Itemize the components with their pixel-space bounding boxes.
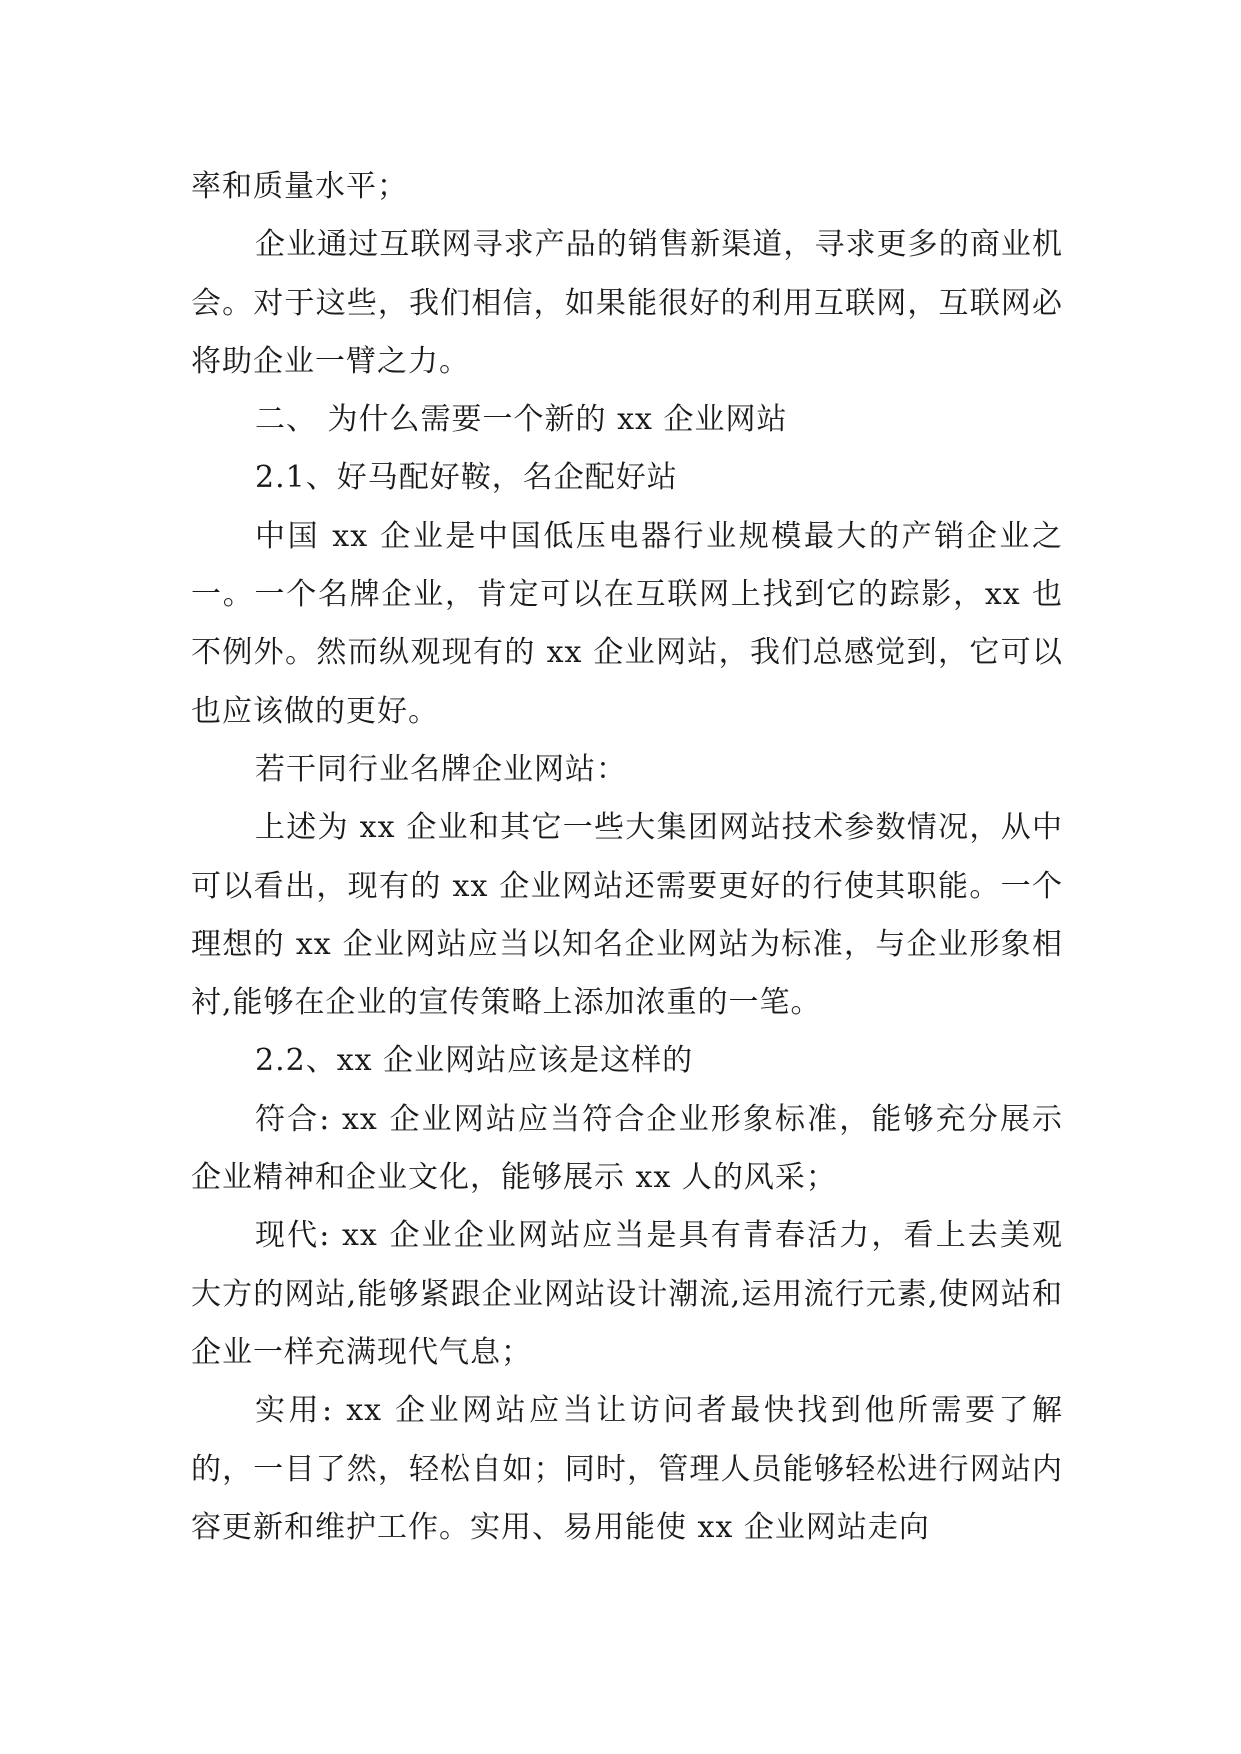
paragraph-6: 符合: xx 企业网站应当符合企业形象标准，能够充分展示企业精神和企业文化，能够展示 xx 人的风采；	[191, 1101, 1063, 1196]
section-heading-2: 二、 为什么需要一个新的 xx 企业网站	[255, 402, 788, 438]
paragraph-4: 若干同行业名牌企业网站：	[255, 751, 627, 787]
paragraph-1: 率和质量水平；	[191, 169, 408, 204]
document-body	[191, 158, 1063, 1557]
paragraph-3: 中国 xx 企业是中国低压电器行业规模最大的产销企业之一。一个名牌企业，肯定可以在互联网上找到它的踪影，xx 也不例外。然而纵观现有的 xx 企业网站，我们总感觉到，它可以也应该做的更好。	[191, 518, 1063, 729]
paragraph-2: 企业通过互联网寻求产品的销售新渠道，寻求更多的商业机会。对于这些，我们相信，如果能很好的利用互联网，互联网必将助企业一臂之力。	[191, 227, 1063, 379]
paragraph-7: 现代: xx 企业企业网站应当是具有青春活力，看上去美观大方的网站,能够紧跟企业网站设计潮流,运用流行元素,使网站和企业一样充满现代气息；	[191, 1218, 1063, 1370]
subsection-heading-2-2: 2.2、xx 企业网站应该是这样的	[255, 1043, 694, 1079]
subsection-heading-2-1: 2.1、好马配好鞍，名企配好站	[255, 460, 678, 496]
paragraph-5: 上述为 xx 企业和其它一些大集团网站技术参数情况，从中可以看出，现有的 xx 企业网站还需要更好的行使其职能。一个理想的 xx 企业网站应当以知名企业网站为标准，与企业形象相衬,能够在企业的宣传策略上添加浓重的一笔。	[191, 810, 1063, 1021]
paragraph-8: 实用: xx 企业网站应当让访问者最快找到他所需要了解的，一目了然，轻松自如；同时，管理人员能够轻松进行网站内容更新和维护工作。实用、易用能使 xx 企业网站走向	[191, 1393, 1063, 1545]
